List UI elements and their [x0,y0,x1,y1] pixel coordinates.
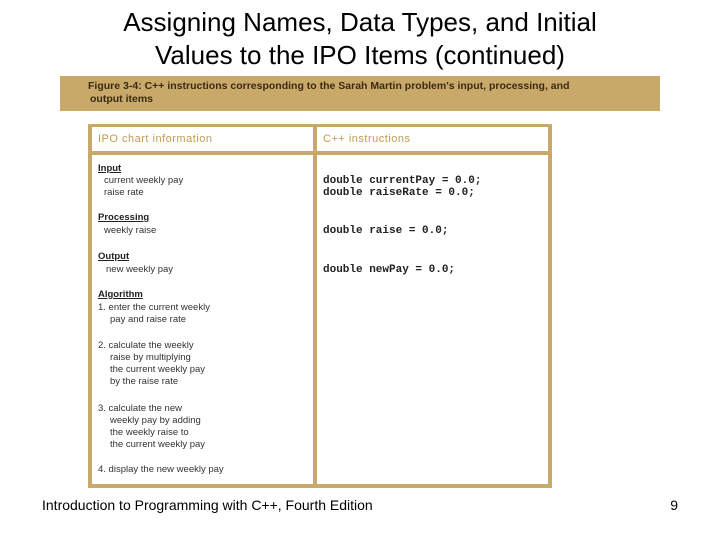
input-item: raise rate [104,187,144,198]
code-line-raise: double raise = 0.0; [323,225,449,237]
column-header-cpp-label: C++ instructions [323,133,411,145]
algorithm-line: 2. calculate the weekly [98,340,194,351]
algorithm-line: by the raise rate [110,376,179,387]
figure-caption-line-2: output items [90,93,153,105]
ipo-chart-column [92,155,313,484]
column-header-cpp [317,127,548,151]
figure-caption-line-1: Figure 3-4: C++ instructions corresponding to the Sarah Martin problem's input, processing, and [88,80,570,92]
figure-table [88,124,552,488]
algorithm-line: the current weekly pay [110,364,206,375]
output-heading: Output [98,251,130,262]
figure-caption-bar [60,76,660,111]
slide-title-line-1: Assigning Names, Data Types, and Initial [123,7,597,37]
code-line-new-pay: double newPay = 0.0; [323,264,456,276]
algorithm-line: the weekly raise to [110,427,189,438]
input-heading: Input [98,163,122,174]
slide-title-line-2: Values to the IPO Items (continued) [155,40,565,70]
algorithm-line: 4. display the new weekly pay [98,464,224,475]
output-item: new weekly pay [106,264,174,275]
column-header-ipo [92,127,313,151]
algorithm-heading: Algorithm [98,289,143,300]
footer-book-title: Introduction to Programming with C++, Fourth Edition [42,497,373,513]
input-item: current weekly pay [104,175,184,186]
cpp-instructions-column [317,155,548,484]
code-line-current-pay: double currentPay = 0.0; [323,175,482,187]
processing-heading: Processing [98,212,150,223]
algorithm-line: 1. enter the current weekly [98,302,210,313]
footer-page-number: 9 [670,497,678,513]
algorithm-line: raise by multiplying [110,352,191,363]
algorithm-line: weekly pay by adding [110,415,201,426]
algorithm-line: pay and raise rate [110,314,187,325]
slide-title [40,6,680,72]
column-header-ipo-label: IPO chart information [98,133,213,145]
algorithm-line: 3. calculate the new [98,403,182,414]
figure-caption [88,80,654,106]
algorithm-line: the current weekly pay [110,439,206,450]
processing-item: weekly raise [104,225,157,236]
code-line-raise-rate: double raiseRate = 0.0; [323,187,475,199]
